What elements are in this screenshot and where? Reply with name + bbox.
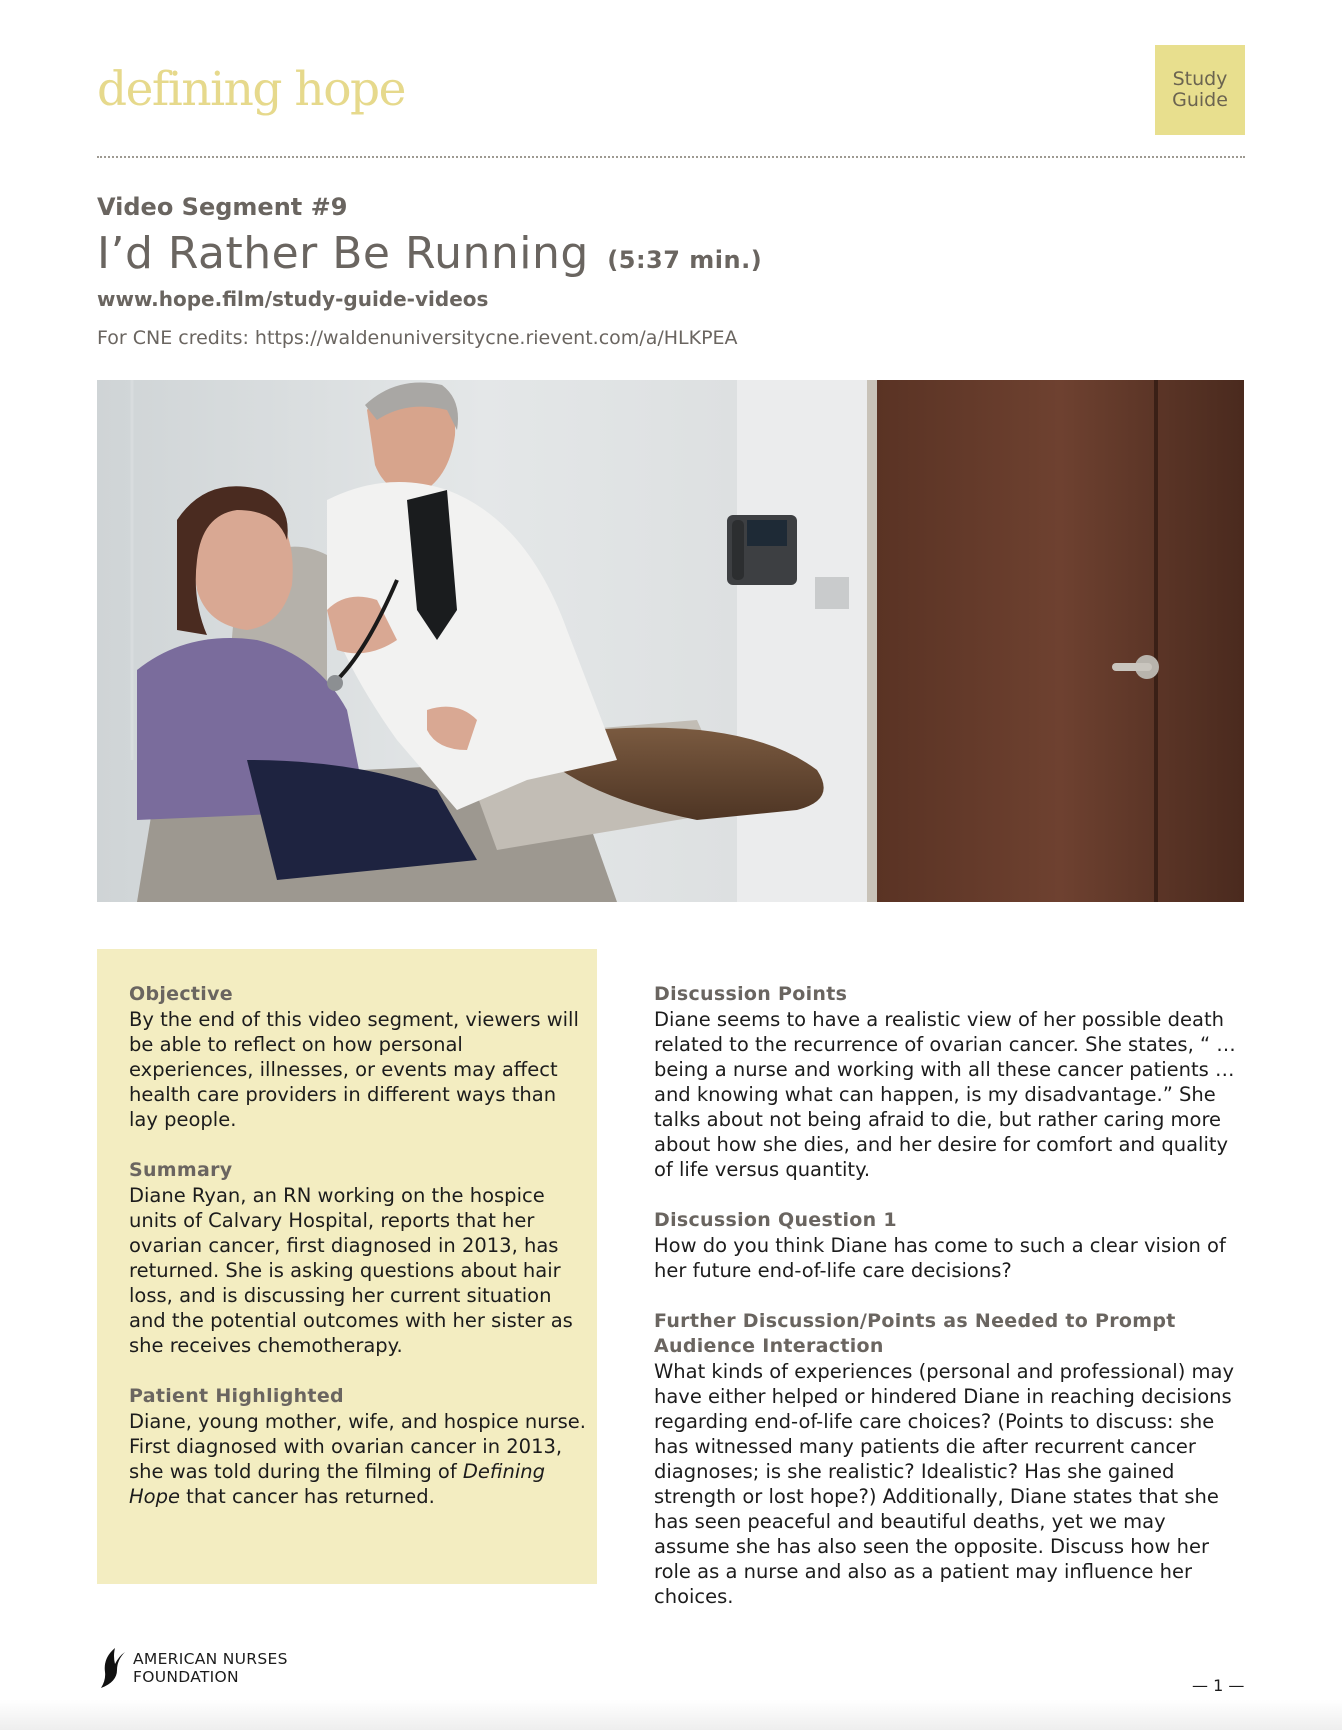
- study-guide-badge: [1155, 45, 1245, 135]
- discussion-question-body: How do you think Diane has come to such a clear vision of her future end-of-life care decisions?: [654, 1234, 1226, 1282]
- header-divider: [97, 156, 1245, 158]
- brand-title: defining hope: [97, 62, 405, 117]
- discussion-question-title: Discussion Question 1: [654, 1209, 897, 1231]
- left-column: [129, 982, 589, 1509]
- patient-title: Patient Highlighted: [129, 1385, 344, 1407]
- badge-line-2: Guide: [1172, 89, 1228, 111]
- page-edge-shade: [0, 1700, 1342, 1730]
- objective-title: Objective: [129, 983, 233, 1005]
- patient-body-film-title: Defining Hope: [129, 1460, 546, 1508]
- patient-body: [129, 1409, 589, 1509]
- flame-logo-icon: [97, 1646, 127, 1690]
- segment-title: [97, 228, 762, 279]
- patient-body-start: Diane, young mother, wife, and hospice nurse. First diagnosed with ovarian cancer in 2013, she was told during the filming of: [129, 1410, 587, 1483]
- summary-body: Diane Ryan, an RN working on the hospice units of Calvary Hospital, reports that her ovarian cancer, first diagnosed in 2013, has returned. She is asking questions about hair loss, and is discussing her current situation and the potential outcomes with her sister as she receives chemotherapy.: [129, 1184, 573, 1357]
- photo-illustration: [97, 380, 1244, 902]
- segment-label: Video Segment #9: [97, 193, 348, 221]
- discussion-points-title: Discussion Points: [654, 983, 848, 1005]
- badge-line-1: Study: [1172, 68, 1228, 90]
- patient-body-end: that cancer has returned.: [179, 1485, 435, 1508]
- summary-title: Summary: [129, 1159, 233, 1181]
- cne-credits[interactable]: For CNE credits: https://waldenuniversitycne.rievent.com/a/HLKPEA: [97, 327, 738, 349]
- video-url[interactable]: www.hope.film/study-guide-videos: [97, 287, 489, 311]
- page-number: — 1 —: [1192, 1676, 1245, 1695]
- org-name-line-2: FOUNDATION: [133, 1668, 239, 1686]
- org-name-line-1: AMERICAN NURSES: [133, 1650, 288, 1668]
- objective-body: By the end of this video segment, viewers will be able to reflect on how personal experiences, illnesses, or events may affect health care providers in different ways than lay people.: [129, 1008, 579, 1131]
- discussion-points-body: Diane seems to have a realistic view of her possible death related to the recurrence of ovarian cancer. She states, “ … being a nurse and working with all these cancer patients … and knowing what can happen, is my disadvantage.” She talks about not being afraid to die, but rather caring more about how she dies, and her desire for comfort and quality of life versus quantity.: [654, 1008, 1236, 1181]
- right-column: [654, 982, 1244, 1609]
- video-still-photo: [97, 380, 1244, 902]
- ana-foundation-logo: [97, 1646, 288, 1690]
- further-discussion-body: What kinds of experiences (personal and professional) may have either helped or hindered Diane in reaching decisions regarding end-of-life care choices? (Points to discuss: she has witnessed many patients die after recurrent cancer diagnoses; is she realistic? Idealistic? Has she gained strength or lost hope?) Additionally, Diane states that she has seen peaceful and beautiful deaths, yet we may assume she has also seen the opposite. Discuss how her role as a nurse and also as a patient may influence her choices.: [654, 1360, 1235, 1608]
- segment-duration: (5:37 min.): [607, 246, 763, 274]
- segment-title-text: I’d Rather Be Running: [97, 228, 589, 279]
- further-discussion-title: Further Discussion/Points as Needed to Prompt Audience Interaction: [654, 1310, 1176, 1357]
